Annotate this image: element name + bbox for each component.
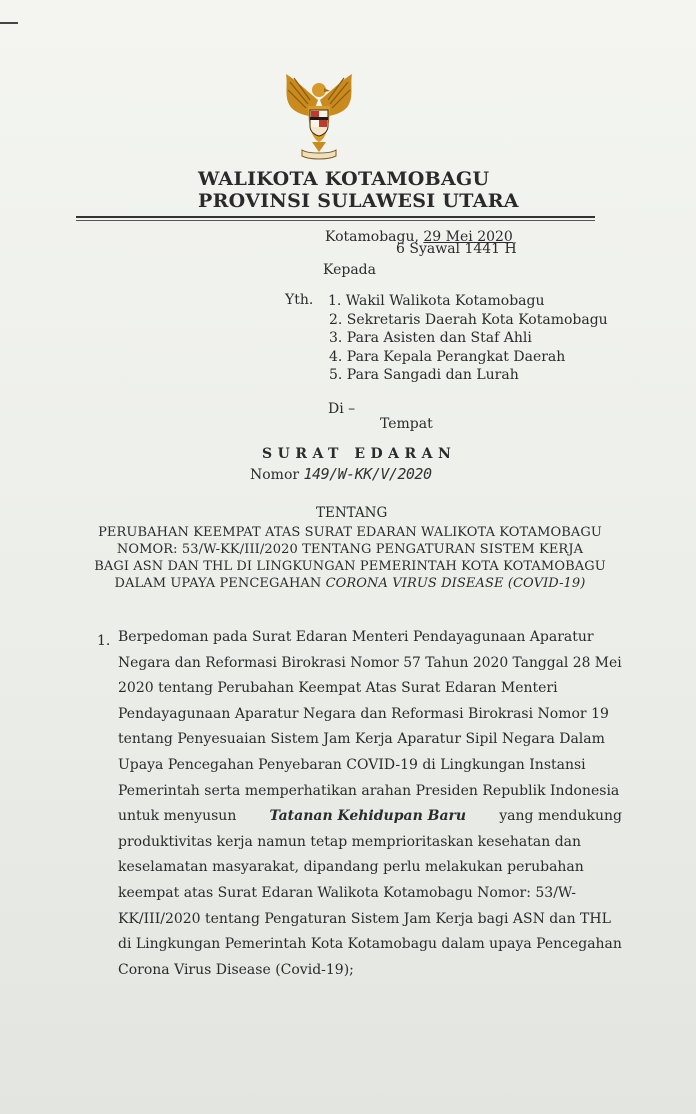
document-number: [250, 465, 432, 483]
tempat-label: Tempat: [380, 416, 433, 432]
paragraph-line: [118, 855, 622, 881]
di-label: Di –: [328, 401, 356, 417]
recipient-item: 1. Wakil Walikota Kotamobagu: [328, 293, 545, 309]
paragraph-line: [118, 932, 621, 958]
subject-italic: CORONA VIRUS DISEASE (COVID-19): [325, 576, 586, 591]
line-text: yang mendukung: [499, 808, 622, 825]
subject-line-text: DALAM UPAYA PENCEGAHAN: [114, 576, 322, 591]
subject-line: NOMOR: 53/W-KK/III/2020 TENTANG PENGATURAN SISTEM KERJA: [116, 542, 584, 557]
nomor-label: Nomor: [250, 467, 300, 483]
recipient-item: 2. Sekretaris Daerah Kota Kotamobagu: [329, 311, 608, 328]
item-1-paragraph: [118, 625, 622, 983]
recipient-item: 5. Para Sangadi dan Lurah: [329, 367, 519, 383]
hijri-date: 6 Syawal 1441 H: [396, 241, 517, 257]
paragraph-line: [118, 804, 622, 830]
line-text: di Lingkungan Pemerintah Kota Kotamobagu dalam upaya Pencegahan: [118, 936, 622, 953]
line-text: Pemerintah serta memperhatikan arahan Presiden Republik Indonesia: [118, 782, 620, 799]
yth-label: Yth.: [285, 292, 314, 308]
paragraph-line: [118, 881, 622, 907]
handwritten-number: 149/W-KK/V/2020: [303, 465, 432, 483]
paragraph-line: [118, 625, 622, 651]
city: Kotamobagu,: [325, 229, 419, 245]
subject-line: [80, 576, 620, 591]
letterhead-rule: [76, 216, 595, 218]
letterhead-line-2: PROVINSI SULAWESI UTARA: [198, 190, 519, 212]
paragraph-line: [118, 958, 622, 984]
letterhead-rule-thin: [76, 220, 595, 221]
line-text: Upaya Pencegahan Penyebaran COVID-19 di Lingkungan Instansi: [118, 756, 586, 773]
paragraph-line: [118, 727, 622, 753]
line-text: untuk menyusun: [118, 808, 237, 825]
garuda-emblem-icon: [278, 70, 360, 164]
line-text: 2020 tentang Perubahan Keempat Atas Surat Edaran Menteri: [118, 680, 558, 697]
line-text: Negara dan Reformasi Birokrasi Nomor 57 Tahun 2020 Tanggal 28 Mei: [118, 654, 622, 671]
tentang-label: TENTANG: [316, 505, 388, 521]
line-text: keempat atas Surat Edaran Walikota Kotamobagu Nomor: 53/W-: [118, 884, 577, 901]
line-text: keselamatan masyarakat, dipandang perlu melakukan perubahan: [118, 859, 584, 876]
subject-line: BAGI ASN DAN THL DI LINGKUNGAN PEMERINTAH KOTA KOTAMOBAGU: [94, 559, 606, 574]
paragraph-line: [118, 907, 622, 933]
letter-date: 29 Mei 2020: [423, 229, 513, 245]
line-text: Berpedoman pada Surat Edaran Menteri Pendayagunaan Aparatur: [118, 629, 594, 645]
kepada-label: Kepada: [323, 262, 376, 278]
emphasis-text: Tatanan Kehidupan Baru: [269, 808, 467, 825]
paragraph-line: [118, 830, 622, 856]
letterhead-line-1: WALIKOTA KOTAMOBAGU: [198, 168, 490, 190]
line-text: Corona Virus Disease (Covid-19);: [118, 961, 354, 978]
paragraph-line: [118, 779, 622, 805]
recipient-item: 3. Para Asisten dan Staf Ahli: [329, 330, 532, 346]
item-number: 1.: [97, 633, 111, 649]
recipient-item: 4. Para Kepala Perangkat Daerah: [329, 348, 566, 365]
line-text: KK/III/2020 tentang Pengaturan Sistem Jam Kerja bagi ASN dan THL: [118, 910, 611, 927]
paragraph-line: [118, 651, 622, 677]
paragraph-line: [118, 676, 622, 702]
line-text: Pendayagunaan Aparatur Negara dan Reformasi Birokrasi Nomor 19: [118, 705, 609, 722]
line-text: produktivitas kerja namun tetap memprioritaskan kesehatan dan: [118, 833, 582, 850]
scan-mark: [0, 22, 18, 24]
recipient-list: [329, 292, 608, 385]
subject-line: PERUBAHAN KEEMPAT ATAS SURAT EDARAN WALIKOTA KOTAMOBAGU: [98, 525, 602, 540]
line-text: tentang Penyesuaian Sistem Jam Kerja Aparatur Sipil Negara Dalam: [118, 731, 605, 748]
paragraph-line: [118, 702, 622, 728]
document-title: SURAT EDARAN: [262, 446, 457, 462]
paragraph-line: [118, 753, 622, 779]
